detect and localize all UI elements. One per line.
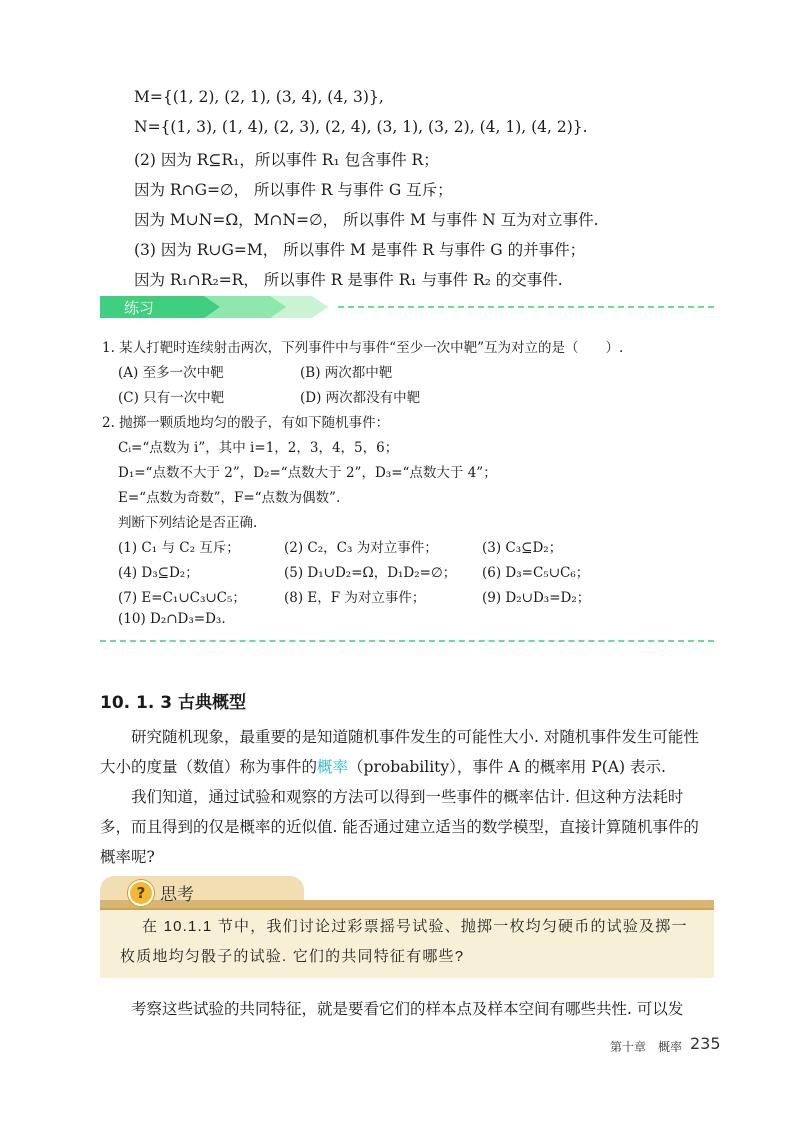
footer-chapter: 第十章 概率 [610,1040,683,1054]
q2-line-4: 判断下列结论是否正确. [118,515,258,531]
think-title: 思考 [160,885,194,905]
q2-item-1: (1) C₁ 与 C₂ 互斥； [118,540,240,556]
q2-item-8: (8) E，F 为对立事件； [284,590,426,606]
q2-stem: 2. 抛掷一颗质地均匀的骰子，有如下随机事件： [102,415,390,431]
q1-option-c: (C) 只有一次中靶 [118,390,225,406]
q2-item-9: (9) D₂∪D₃=D₂； [482,590,591,606]
solution-line-5: 因为 M∪N=Ω，M∩N=∅， 所以事件 M 与事件 N 互为对立事件. [134,211,599,229]
solution-line-7: 因为 R₁∩R₂=R， 所以事件 R 是事件 R₁ 与事件 R₂ 的交事件. [134,271,563,289]
q1-option-d: (D) 两次都没有中靶 [300,390,421,406]
practice-banner [100,296,330,318]
solution-line-3: (2) 因为 R⊆R₁，所以事件 R₁ 包含事件 R； [134,151,439,169]
practice-title: 练习 [124,299,155,317]
q2-line-1: Cᵢ=“点数为 i”，其中 i=1，2，3，4，5，6； [118,440,399,456]
q1-option-b: (B) 两次都中靶 [300,365,393,381]
paragraph-text: 研究随机现象，最重要的是知道随机事件发生的可能性大小. 对随机事件发生可能性大小的度量（数值）称为事件的 [100,728,699,776]
paragraph-text: （probability），事件 A 的概率用 P(A) 表示. [348,758,666,776]
paragraph-continue: 考察这些试验的共同特征，就是要看它们的样本点及样本空间有哪些共性. 可以发 [131,1000,684,1018]
q2-item-2: (2) C₂，C₃ 为对立事件； [284,540,438,556]
q2-item-3: (3) C₃⊆D₂； [482,540,563,556]
solution-line-6: (3) 因为 R∪G=M， 所以事件 M 是事件 R 与事件 G 的并事件； [134,241,586,259]
q1-option-a: (A) 至多一次中靶 [118,365,224,381]
practice-bottom-divider [100,640,714,642]
practice-top-divider [338,306,714,308]
q2-line-2: D₁=“点数不大于 2”，D₂=“点数大于 2”，D₃=“点数大于 4”； [118,465,497,481]
q2-line-3: E=“点数为奇数”，F=“点数为偶数”. [118,490,341,506]
paragraph-motivation: 我们知道，通过试验和观察的方法可以得到一些事件的概率估计. 但这种方法耗时多，而且得到的仅是概率的近似值. 能否通过建立适当的数学模型，直接计算随机事件的概率呢? [100,788,699,866]
section-heading: 10. 1. 3 古典概型 [100,693,246,713]
q2-item-7: (7) E=C₁∪C₃∪C₅； [118,590,246,606]
q1-stem: 1. 某人打靶时连续射击两次，下列事件中与事件“至少一次中靶”互为对立的是（ ）. [102,340,624,356]
solution-line-2: N={(1, 3), (1, 4), (2, 3), (2, 4), (3, 1), (3, 2), (4, 1), (4, 2)}. [134,118,588,136]
page-number: 235 [690,1034,721,1053]
q2-item-4: (4) D₃⊆D₂； [118,565,199,581]
term-probability: 概率 [317,758,349,776]
q2-item-6: (6) D₃=C₅∪C₆； [482,565,590,581]
q2-item-10: (10) D₂∩D₃=D₃. [118,611,226,627]
solution-line-4: 因为 R∩G=∅， 所以事件 R 与事件 G 互斥； [134,181,453,199]
q2-item-5: (5) D₁∪D₂=Ω，D₁D₂=∅； [284,565,457,581]
question-icon: ? [128,880,154,906]
paragraph-probability-definition [100,722,714,782]
think-body-text: 在 10.1.1 节中，我们讨论过彩票摇号试验、抛掷一枚均匀硬币的试验及掷一枚质地均匀骰子的试验. 它们的共同特征有哪些? [120,918,688,965]
solution-line-1: M={(1, 2), (2, 1), (3, 4), (4, 3)}, [134,88,384,106]
